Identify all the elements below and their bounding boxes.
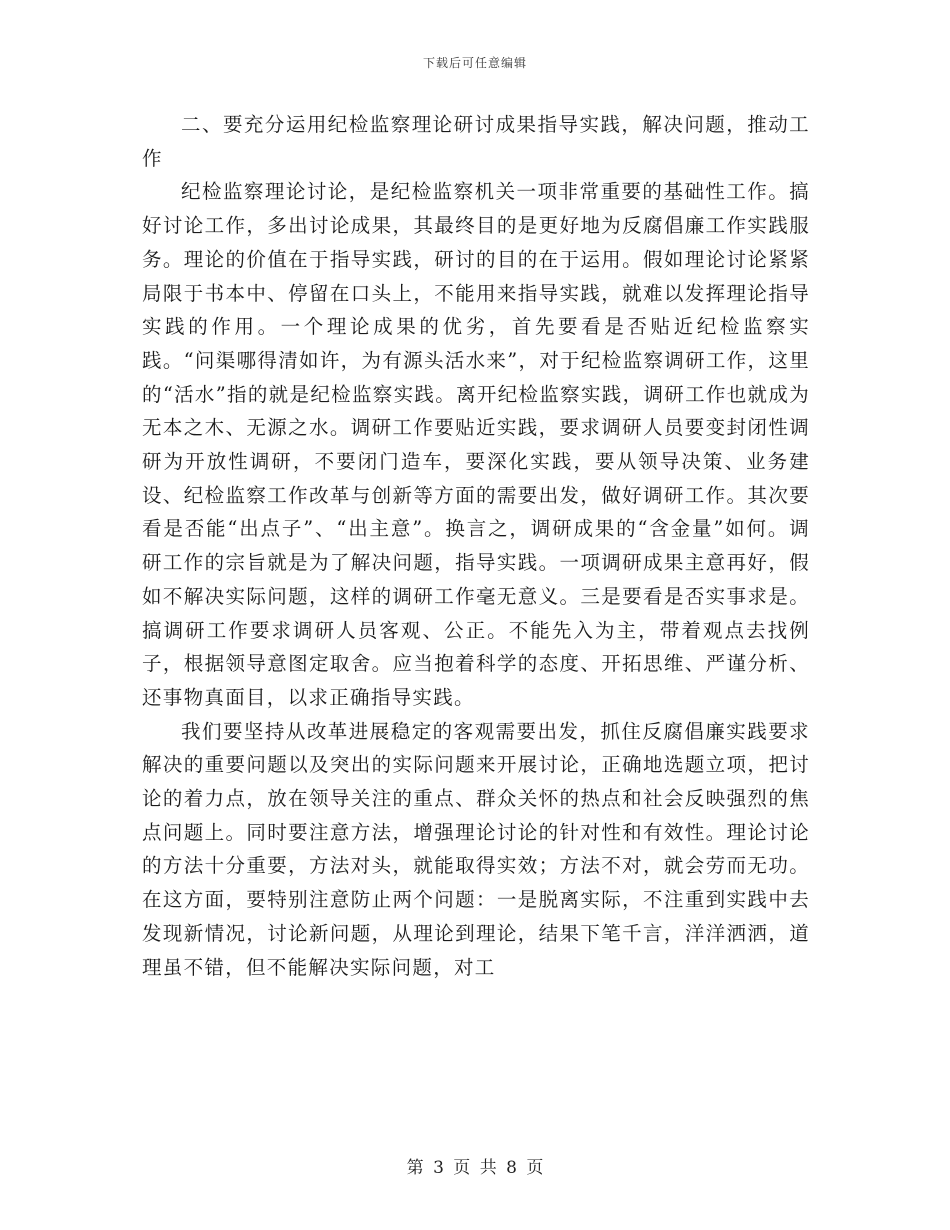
section-heading: 二、要充分运用纪检监察理论研讨成果指导实践，解决问题，推动工作 bbox=[142, 113, 810, 170]
body-paragraph: 纪检监察理论讨论，是纪检监察机关一项非常重要的基础性工作。搞好讨论工作，多出讨论成果，其最终目的是更好地为反腐倡廉工作实践服务。理论的价值在于指导实践，研讨的目的在于运用。假如理论讨论紧紧局限于书本中、停留在口头上，不能用来指导实践，就难以发挥理论指导实践的作用。一个理论成果的优劣，首先要看是否贴近纪检监察实践。“问渠哪得清如许，为有源头活水来”，对于纪检监察调研工作，这里的“活水”指的就是纪检监察实践。离开纪检监察实践，调研工作也就成为无本之木、无源之水。调研工作要贴近实践，要求调研人员要变封闭性调研为开放性调研，不要闭门造车，要深化实践，要从领导决策、业务建设、纪检监察工作改革与创新等方面的需要出发，做好调研工作。其次要看是否能“出点子”、“出主意”。换言之，调研成果的“含金量”如何。调研工作的宗旨就是为了解决问题，指导实践。一项调研成果主意再好，假如不解决实际问题，这样的调研工作毫无意义。三是要看是否实事求是。搞调研工作要求调研人员客观、公正。不能先入为主，带着观点去找例子，根据领导意图定取舍。应当抱着科学的态度、开拓思维、严谨分析、还事物真面目，以求正确指导实践。 bbox=[142, 180, 810, 709]
page-number: 第 3 页 共 8 页 bbox=[406, 1158, 544, 1178]
body-paragraph: 我们要坚持从改革进展稳定的客观需要出发，抓住反腐倡廉实践要求解决的重要问题以及突出的实际问题来开展讨论，正确地选题立项，把讨论的着力点，放在领导关注的重点、群众关怀的热点和社会反映强烈的焦点问题上。同时要注意方法，增强理论讨论的针对性和有效性。理论讨论的方法十分重要，方法对头，就能取得实效；方法不对，就会劳而无功。在这方面，要特别注意防止两个问题：一是脱离实际，不注重到实践中去发现新情况，讨论新问题，从理论到理论，结果下笔千言，洋洋洒洒，道理虽不错，但不能解决实际问题，对工 bbox=[142, 719, 810, 979]
page-header-note: 下载后可任意编辑 bbox=[422, 56, 527, 70]
document-body bbox=[142, 108, 810, 984]
